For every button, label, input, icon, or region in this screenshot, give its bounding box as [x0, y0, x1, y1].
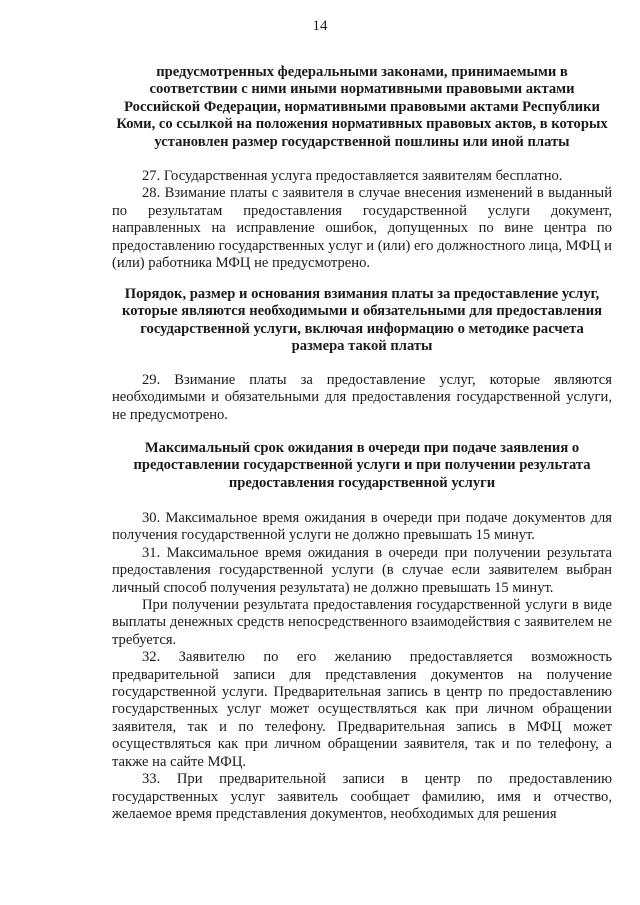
paragraph-27: 27. Государственная услуга предоставляется заявителям бесплатно. [142, 168, 563, 184]
paragraph-33: 33. При предварительной записи в центр по предоставлению государственных услуг заявитель сообщает фамилию, имя и отчество, желаемое время представления документов, необходимых для решения [112, 771, 612, 822]
section-heading-waiting-time: Максимальный срок ожидания в очереди при подаче заявления о предоставлении государственной услуги и при получении результата предоставления государственной услуги [133, 440, 591, 491]
paragraph-31-continuation: При получении результата предоставления государственной услуги в виде выплаты денежных средств непосредственного взаимодействия с заявителем не требуется. [112, 597, 612, 648]
section-heading-additional-services-fees: Порядок, размер и основания взимания платы за предоставление услуг, которые являются необходимыми и обязательными для предоставления государственной услуги, включая информацию о методике расчета размера такой платы [122, 286, 602, 355]
paragraph-28: 28. Взимание платы с заявителя в случае внесения изменений в выданный по результатам предоставления государственной услуги документ, направленных на исправление ошибок, допущенных по вине центра по предоставлению государственных услуг и (или) его должностного лица, МФЦ и (или) работника МФЦ не предусмотрено. [112, 185, 612, 272]
paragraph-29: 29. Взимание платы за предоставление услуг, которые являются необходимыми и обязательными для предоставления государственной услуги, не предусмотрено. [112, 372, 612, 423]
paragraph-31: 31. Максимальное время ожидания в очереди при получении результата предоставления государственной услуги (в случае если заявителем выбран личный способ получения результата) не должно превышать 15 минут. [112, 544, 612, 596]
paragraphs-27-28 [112, 168, 612, 272]
paragraph-30: 30. Максимальное время ожидания в очереди при подаче документов для получения государственной услуги не должно превышать 15 минут. [112, 510, 612, 544]
paragraphs-30-33 [112, 510, 612, 823]
paragraph-29-block [112, 372, 612, 424]
page-number: 14 [312, 18, 328, 34]
section-heading-fees-continuation: предусмотренных федеральными законами, принимаемыми в соответствии с ними иными нормативными правовыми актами Российской Федерации, нормативными правовыми актами Республики Коми, со ссылкой на положения нормативных правовых актов, в которых установлен размер государственной пошлины или иной платы [116, 64, 608, 150]
paragraph-32: 32. Заявителю по его желанию предоставляется возможность предварительной записи для представления документов на получение государственной услуги. Предварительная запись в центр по предоставлению государственных услуг может осуществляться как при личном обращении заявителя, так и по телефону. Предварительная запись в МФЦ может осуществляться как при личном обращении заявителя, так и по телефону, а также на сайте МФЦ. [112, 649, 612, 770]
